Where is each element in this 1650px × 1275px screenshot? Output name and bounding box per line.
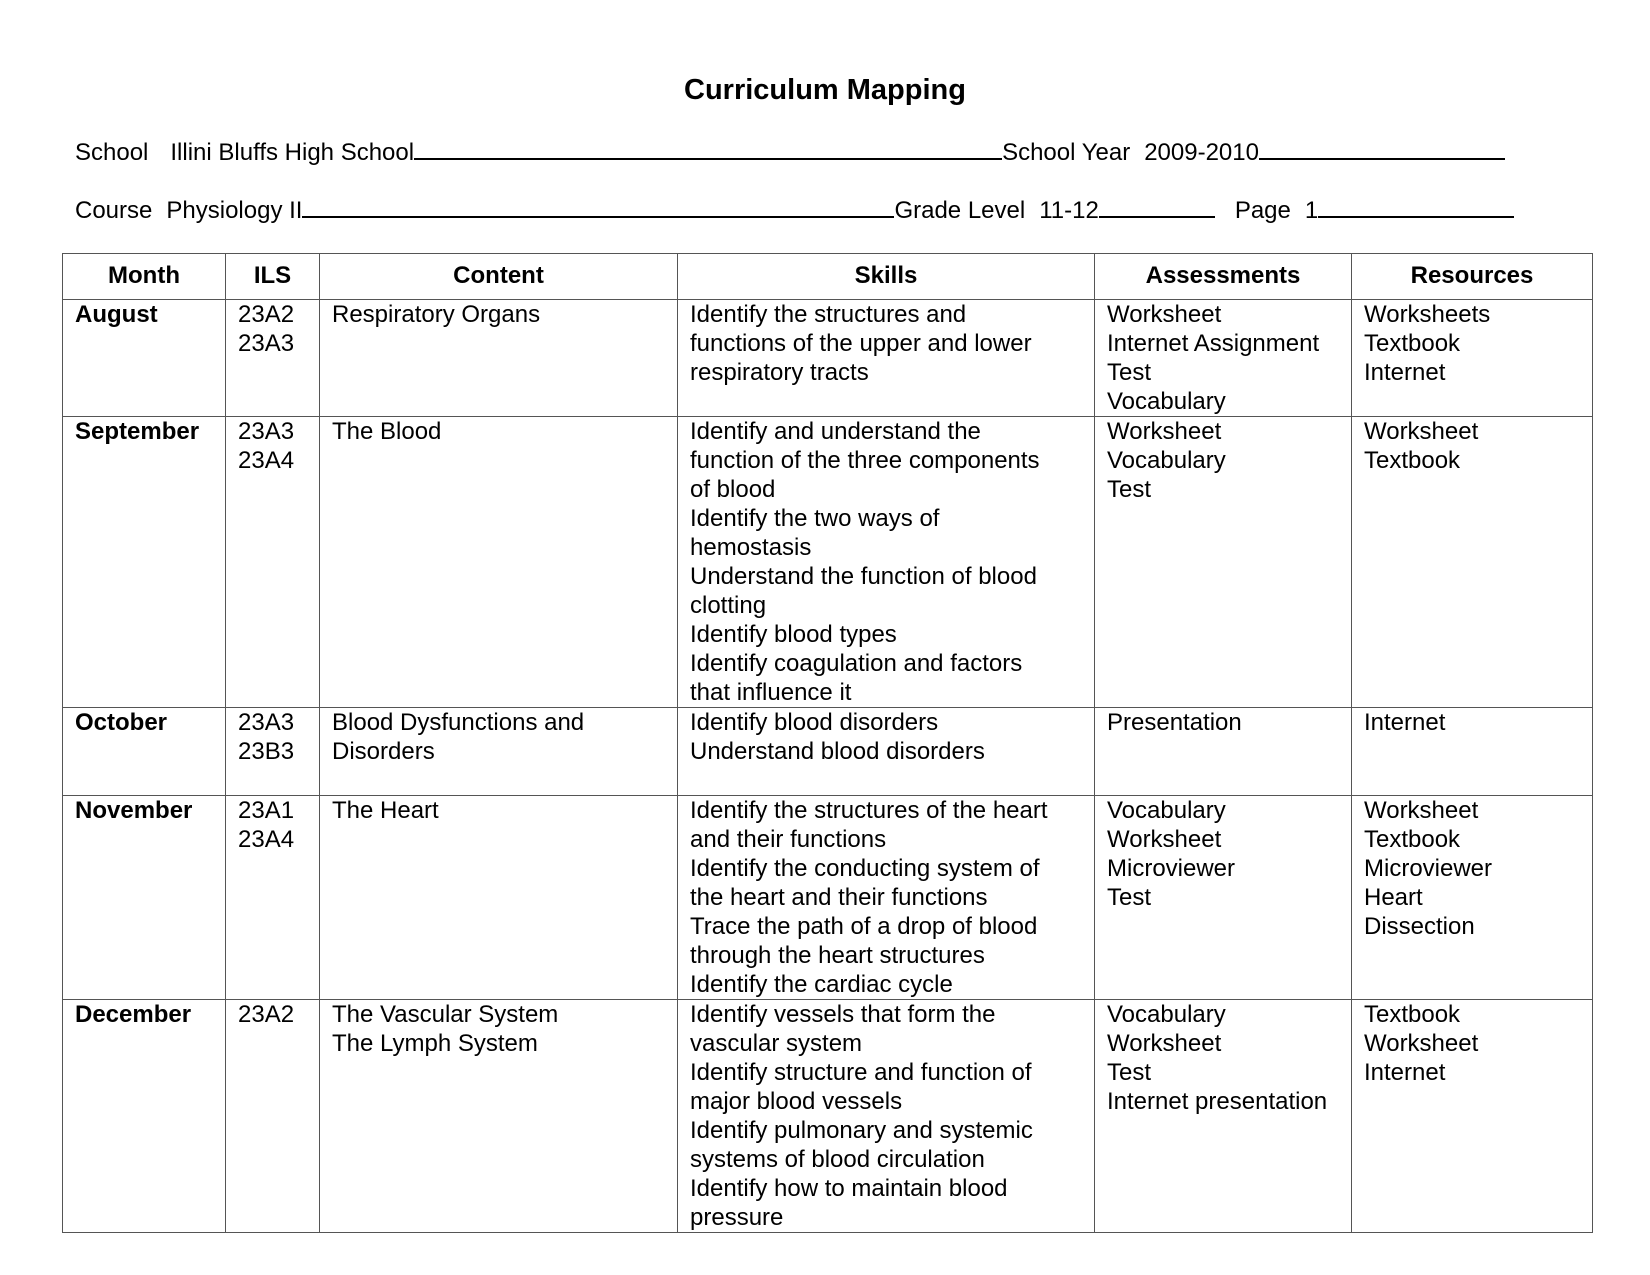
resources-line: Textbook — [1364, 826, 1461, 853]
page-underline — [1318, 196, 1514, 218]
school-year-label: School Year — [1002, 139, 1131, 166]
grade-value: 11-12 — [1039, 197, 1099, 224]
skills-line: functions of the upper and lower — [690, 330, 1032, 357]
ils-cell — [226, 300, 320, 417]
skills-line: clotting — [690, 592, 767, 619]
grade-underline — [1099, 196, 1215, 218]
assessments-line: Internet presentation — [1107, 1088, 1328, 1115]
course-value: Physiology II — [166, 197, 303, 224]
header-row — [63, 254, 1593, 300]
resources-line: Microviewer — [1364, 855, 1493, 882]
ils-cell — [226, 1000, 320, 1233]
ils-line: 23A2 — [238, 1001, 295, 1028]
assessments-line: Vocabulary — [1107, 1001, 1226, 1028]
resources-line: Textbook — [1364, 1001, 1461, 1028]
page-label: Page — [1234, 197, 1291, 224]
resources-line: Worksheet — [1364, 1030, 1479, 1057]
header-skills: Skills — [678, 254, 1095, 300]
skills-cell — [678, 1000, 1095, 1233]
assessments-line: Presentation — [1107, 709, 1242, 736]
assessments-line: Test — [1107, 359, 1152, 386]
month-cell — [63, 417, 226, 708]
skills-cell — [678, 796, 1095, 1000]
skills-line: Identify blood disorders — [690, 709, 939, 736]
ils-cell — [226, 708, 320, 796]
skills-line: Identify the structures and — [690, 301, 967, 328]
assessments-cell — [1095, 300, 1352, 417]
ils-line: 23B3 — [238, 738, 295, 765]
course-label: Course — [75, 197, 153, 224]
school-value: Illini Bluffs High School — [170, 139, 415, 166]
table-row — [63, 417, 1593, 708]
skills-line: Identify structure and function of — [690, 1059, 1032, 1086]
skills-line: through the heart structures — [690, 942, 985, 969]
assessments-cell — [1095, 796, 1352, 1000]
assessments-line: Worksheet — [1107, 1030, 1222, 1057]
month-text: October — [75, 709, 168, 736]
skills-line: Understand blood disorders — [690, 738, 985, 765]
ils-line: 23A2 — [238, 301, 295, 328]
content-line: The Blood — [332, 418, 442, 445]
grade-label: Grade Level — [894, 197, 1026, 224]
assessments-cell — [1095, 708, 1352, 796]
table-row — [63, 1000, 1593, 1233]
month-cell — [63, 300, 226, 417]
resources-line: Textbook — [1364, 330, 1461, 357]
skills-cell — [678, 417, 1095, 708]
skills-cell — [678, 708, 1095, 796]
skills-cell — [678, 300, 1095, 417]
assessments-line: Test — [1107, 476, 1152, 503]
school-year-value: 2009-2010 — [1144, 139, 1259, 166]
assessments-line: Internet Assignment — [1107, 330, 1320, 357]
school-year-underline — [1259, 138, 1505, 160]
month-text: November — [75, 797, 193, 824]
content-line: The Lymph System — [332, 1030, 538, 1057]
skills-line: Identify the conducting system of — [690, 855, 1040, 882]
skills-line: respiratory tracts — [690, 359, 869, 386]
resources-cell — [1352, 708, 1593, 796]
skills-line: Identify coagulation and factors — [690, 650, 1023, 677]
skills-line: Identify vessels that form the — [690, 1001, 996, 1028]
resources-cell — [1352, 1000, 1593, 1233]
school-underline — [414, 138, 1002, 160]
content-line: Blood Dysfunctions and — [332, 709, 585, 736]
assessments-line: Vocabulary — [1107, 797, 1226, 824]
resources-line: Internet — [1364, 709, 1446, 736]
month-text: August — [75, 301, 158, 328]
resources-line: Dissection — [1364, 913, 1475, 940]
assessments-cell — [1095, 1000, 1352, 1233]
header-ils: ILS — [226, 254, 320, 300]
resources-line: Internet — [1364, 1059, 1446, 1086]
table-row — [63, 300, 1593, 417]
resources-line: Worksheet — [1364, 797, 1479, 824]
header-resources: Resources — [1352, 254, 1593, 300]
skills-line: systems of blood circulation — [690, 1146, 985, 1173]
skills-line: Identify how to maintain blood — [690, 1175, 1008, 1202]
resources-cell — [1352, 796, 1593, 1000]
resources-line: Worksheet — [1364, 418, 1479, 445]
content-cell — [320, 300, 678, 417]
assessments-line: Test — [1107, 884, 1152, 911]
ils-line: 23A1 — [238, 797, 295, 824]
month-text: December — [75, 1001, 192, 1028]
skills-line: major blood vessels — [690, 1088, 903, 1115]
month-cell — [63, 1000, 226, 1233]
content-line: The Heart — [332, 797, 439, 824]
skills-line: the heart and their functions — [690, 884, 988, 911]
assessments-line: Test — [1107, 1059, 1152, 1086]
resources-line: Heart — [1364, 884, 1423, 911]
content-cell — [320, 796, 678, 1000]
skills-line: of blood — [690, 476, 776, 503]
ils-cell — [226, 796, 320, 1000]
skills-line: that influence it — [690, 679, 852, 706]
assessments-line: Microviewer — [1107, 855, 1236, 882]
skills-line: Identify blood types — [690, 621, 897, 648]
header-month: Month — [63, 254, 226, 300]
course-line — [75, 196, 1514, 225]
month-cell — [63, 708, 226, 796]
assessments-line: Worksheet — [1107, 418, 1222, 445]
skills-line: Identify pulmonary and systemic — [690, 1117, 1033, 1144]
assessments-cell — [1095, 417, 1352, 708]
content-line: Disorders — [332, 738, 435, 765]
resources-line: Worksheets — [1364, 301, 1491, 328]
content-cell — [320, 708, 678, 796]
skills-line: Identify the structures of the heart — [690, 797, 1048, 824]
skills-line: Identify the cardiac cycle — [690, 971, 953, 998]
course-underline — [302, 196, 894, 218]
resources-cell — [1352, 300, 1593, 417]
school-line — [75, 138, 1505, 167]
skills-line: function of the three components — [690, 447, 1040, 474]
table-row — [63, 796, 1593, 1000]
skills-line: Trace the path of a drop of blood — [690, 913, 1038, 940]
ils-cell — [226, 417, 320, 708]
assessments-line: Vocabulary — [1107, 388, 1226, 415]
month-cell — [63, 796, 226, 1000]
skills-line: pressure — [690, 1204, 784, 1231]
content-line: Respiratory Organs — [332, 301, 541, 328]
content-line: The Vascular System — [332, 1001, 559, 1028]
page-title: Curriculum Mapping — [684, 74, 966, 106]
skills-line: Identify the two ways of — [690, 505, 940, 532]
skills-line: hemostasis — [690, 534, 812, 561]
ils-line: 23A3 — [238, 418, 295, 445]
skills-line: Identify and understand the — [690, 418, 981, 445]
ils-line: 23A3 — [238, 330, 295, 357]
curriculum-table — [62, 253, 1593, 1233]
table-row — [63, 708, 1593, 796]
page-value: 1 — [1304, 197, 1319, 224]
resources-line: Textbook — [1364, 447, 1461, 474]
skills-line: vascular system — [690, 1030, 863, 1057]
resources-cell — [1352, 417, 1593, 708]
skills-line: Understand the function of blood — [690, 563, 1037, 590]
assessments-line: Worksheet — [1107, 826, 1222, 853]
skills-line: and their functions — [690, 826, 887, 853]
header-assessments: Assessments — [1095, 254, 1352, 300]
header-content: Content — [320, 254, 678, 300]
content-cell — [320, 417, 678, 708]
month-text: September — [75, 418, 200, 445]
assessments-line: Vocabulary — [1107, 447, 1226, 474]
assessments-line: Worksheet — [1107, 301, 1222, 328]
ils-line: 23A3 — [238, 709, 295, 736]
content-cell — [320, 1000, 678, 1233]
ils-line: 23A4 — [238, 826, 295, 853]
ils-line: 23A4 — [238, 447, 295, 474]
school-label: School — [75, 139, 149, 166]
resources-line: Internet — [1364, 359, 1446, 386]
